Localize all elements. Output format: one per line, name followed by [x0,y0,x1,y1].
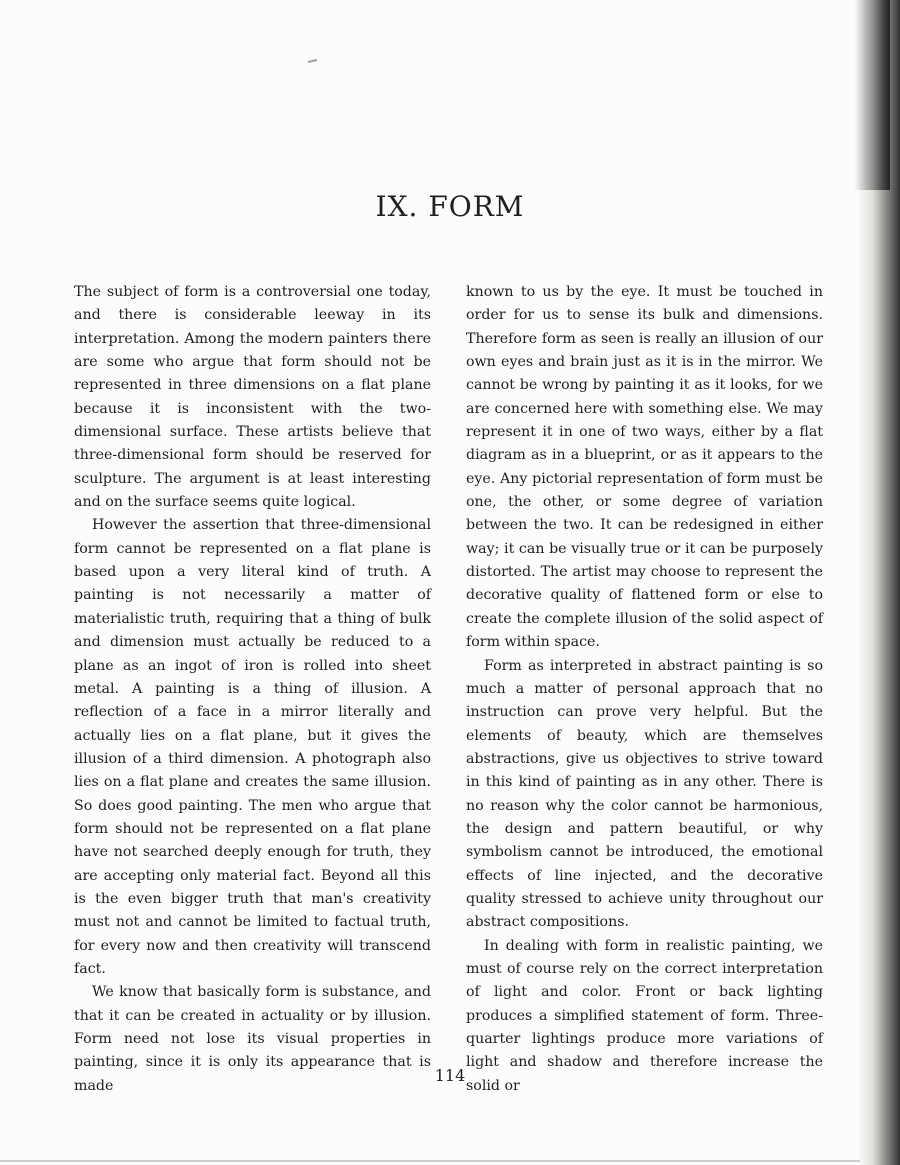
gutter-shadow-top [854,0,890,190]
paragraph: We know that basically form is substance, and that it can be created in actuality or by illusion. Form need not lose its visual properties in painting, since it is only its appearance that is made [74,984,431,1094]
paragraph: In dealing with form in realistic painting, we must of course rely on the correct interpretation of light and color. Front or back lighting produces a simplified statement of form. Three-quarter lightings produce more variations of light and shadow and therefore increase the solid or [466,937,823,1094]
page-number: 114 [434,1066,466,1085]
paragraph: Form as interpreted in abstract painting is so much a matter of personal approach that no instruction can prove very helpful. But the elements of beauty, which are themselves abstractions, give us objectives to strive toward in this kind of painting as in any other. There is no reason why the color cannot be harmonious, the design and pattern beautiful, or why symbolism cannot be introduced, the emotional effects of line injected, and the decorative quality stressed to achieve unity throughout our abstract compositions. [466,657,823,931]
chapter-title: IX. FORM [375,190,525,223]
text-column-right [466,281,823,1098]
scan-speck [308,59,317,63]
scan-edge-line [0,1160,860,1162]
text-column-left [74,281,431,1098]
paragraph: The subject of form is a controversial one today, and there is considerable leeway in its interpretation. Among the modern painters there are some who argue that form should not be represented in three dimensions on a flat plane because it is inconsistent with the two-dimensional surface. These artists believe that three-dimensional form should be reserved for sculpture. The argument is at least interesting and on the surface seems quite logical. [74,284,431,511]
paragraph: known to us by the eye. It must be touched in order for us to sense its bulk and dimensions. Therefore form as seen is really an illusion of our own eyes and brain just as it is in the mirror. We cannot be wrong by painting it as it looks, for we are concerned here with something else. We may represent it in one of two ways, either by a flat diagram as in a blueprint, or as it appears to the eye. Any pictorial representation of form must be one, the other, or some degree of variation between the two. It can be redesigned in either way; it can be visually true or it can be purposely distorted. The artist may choose to represent the decorative quality of flattened form or else to create the complete illusion of the solid aspect of form within space. [466,284,823,651]
paragraph: However the assertion that three-dimensional form cannot be represented on a flat plane is based upon a very literal kind of truth. A painting is not necessarily a matter of materialistic truth, requiring that a thing of bulk and dimension must actually be reduced to a plane as an ingot of iron is rolled into sheet metal. A painting is a thing of illusion. A reflection of a face in a mirror literally and actually lies on a flat plane, but it gives the illusion of a third dimension. A photograph also lies on a flat plane and creates the same illusion. So does good painting. The men who argue that form should not be represented on a flat plane have not searched deeply enough for truth, they are accepting only material fact. Beyond all this is the even bigger truth that man's creativity must not and cannot be limited to factual truth, for every now and then creativity will transcend fact. [74,517,431,977]
